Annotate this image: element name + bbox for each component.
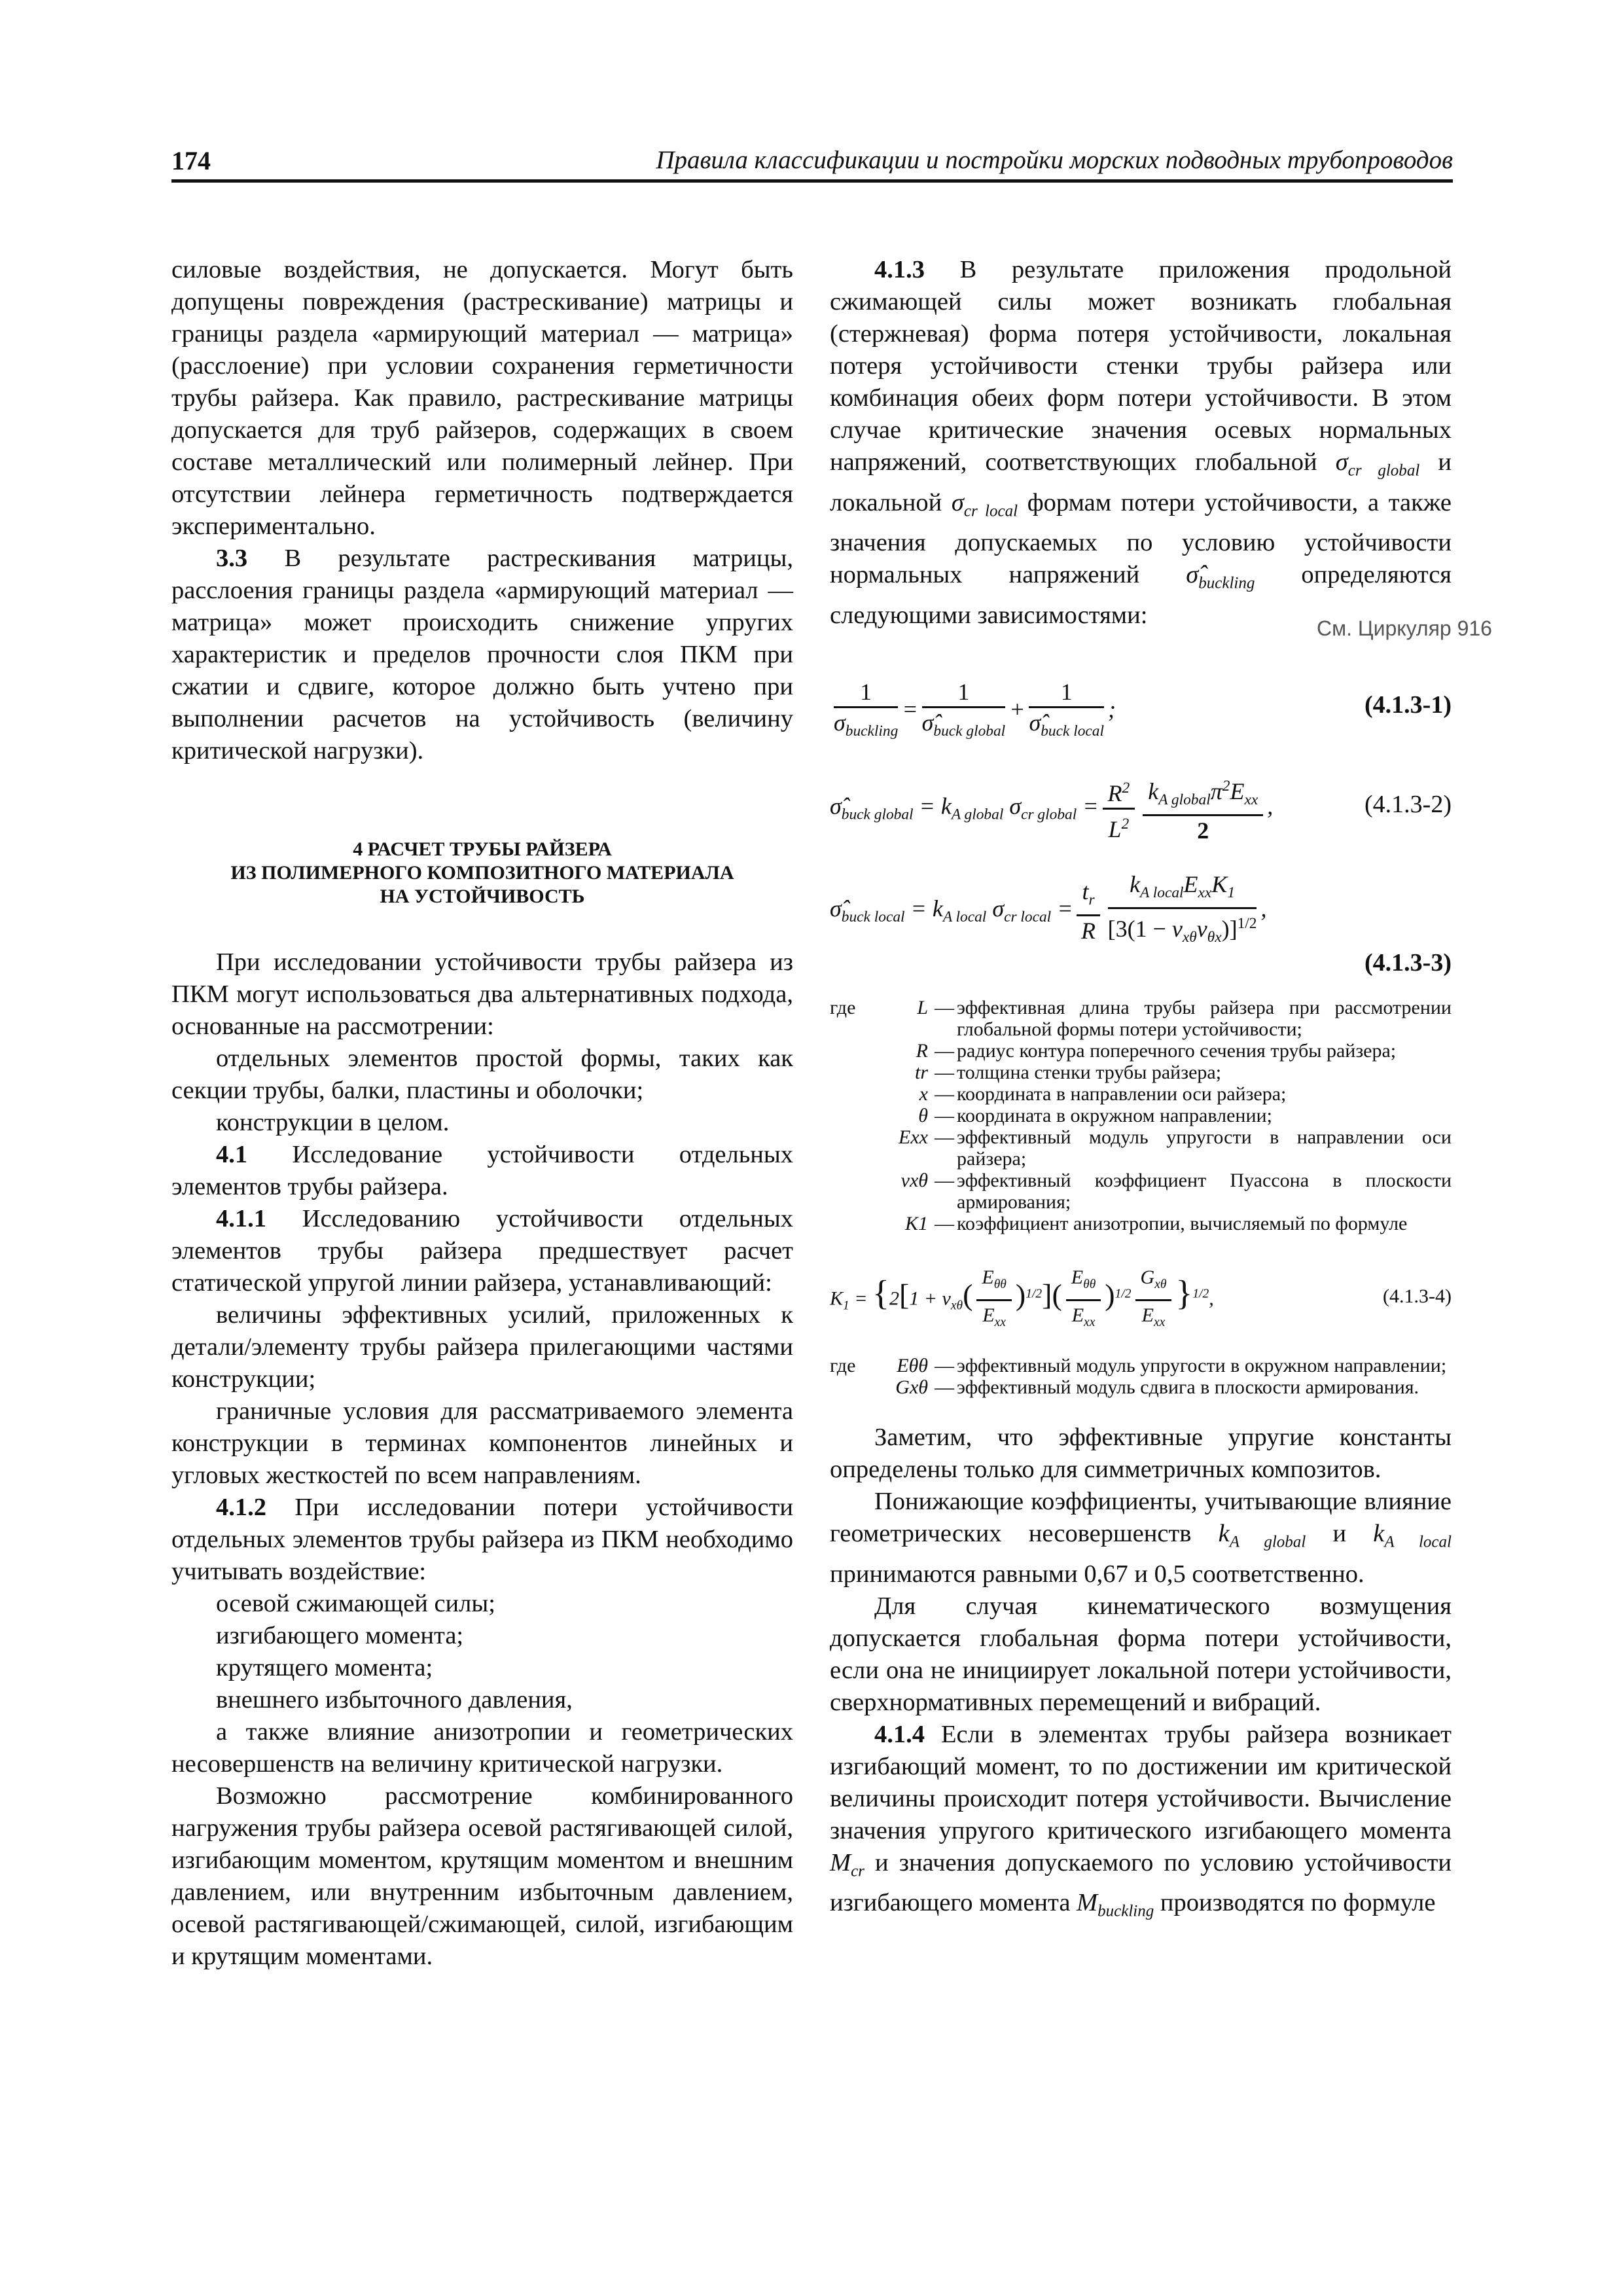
section-heading-line: ИЗ ПОЛИМЕРНОГО КОМПОЗИТНОГО МАТЕРИАЛА <box>230 862 734 884</box>
paragraph-text: определяются следующими зависимостями: <box>830 561 1452 630</box>
definition-row: где L — эффективная длина трубы райзера при рассмотрении глобальной формы потери устойчивости; <box>830 997 1452 1041</box>
definition-row: Gxθ — эффективный модуль сдвига в плоскости армирования. <box>830 1376 1452 1398</box>
clause-number: 4.1.1 <box>216 1205 266 1232</box>
formula-4-1-3-4: $K_1 = \{2[1 + \nu_{x\theta}$( $\frac{E_{\theta\theta}}{E_{xx}}$ )$^{1/2}$]( $\frac{E_{\theta\theta}}{E_{xx}}$ )$^{1/2}$ $\frac{G_{x\theta}}{E_{xx}}$ }$^{1/2}$, (4.1.3-4) <box>830 1261 1452 1333</box>
symbol-definitions <box>830 1355 1452 1398</box>
paragraph: а также влияние анизотропии и геометрических несовершенств на величину критической нагрузки. <box>171 1718 793 1778</box>
paragraph: При исследовании устойчивости трубы райзера из ПКМ могут использоваться два альтернативных подхода, основанные на рассмотрении: <box>171 948 793 1040</box>
paragraph: Возможно рассмотрение комбинированного нагружения трубы райзера осевой растягивающей силой, изгибающим моментом, крутящим моментом и внешним давлением, или внутренним избыточным давлением, осевой растягивающей/сжимающей, силой, изгибающим и крутящим моментами. <box>171 1782 793 1970</box>
definition-row: Exx — эффективный модуль упругости в направлении оси райзера; <box>830 1126 1452 1170</box>
clause-number: 4.1.2 <box>216 1494 266 1521</box>
subscript: cr global <box>1347 461 1420 480</box>
section-heading-line: НА УСТОЙЧИВОСТЬ <box>380 886 585 907</box>
paragraph-text: формам потери устойчивости, а также значения допускаемых по условию устойчивости нормальных напряжений <box>830 488 1452 589</box>
symbol: Eθθ <box>897 1355 928 1377</box>
paragraph: силовые воздействия, не допускается. Могут быть допущены повреждения (растрескивание) матрицы и границы раздела «армирующий материал — матрица» (расслоение) при условии сохранения герметичности трубы райзера. Как правило, растрескивание матрицы допускается для труб райзеров, содержащих в своем составе металлический или полимерный лейнер. При отсутствии лейнера герметичность подтверждается экспериментально. <box>171 256 793 540</box>
subscript: A global <box>1229 1533 1306 1551</box>
paragraph-text: производятся по формуле <box>1154 1889 1436 1917</box>
definition-text: координата в направлении оси райзера; <box>957 1083 1287 1105</box>
paragraph-text: В результате приложения продольной сжимающей силы может возникать глобальная (стержневая) форма потеря устойчивости, локальная потеря устойчивости стенки трубы райзера или комбинация обеих форм потери устойчивости. В этом случае критические значения осевых нормальных напряжений, соответствующих глобальной <box>830 256 1452 476</box>
definition-row: θ — координата в окружном направлении; <box>830 1105 1452 1126</box>
clause-number: 4.1 <box>216 1141 248 1168</box>
paragraph-text: Исследованию устойчивости отдельных элементов трубы райзера предшествует расчет статической упругой линии райзера, устанавливающий: <box>171 1205 793 1297</box>
formula-4-1-3-1: $\frac{1}{\sigma_{buckling}}$ = $\frac{1}{\sigmâ_{buck global}}$ + $\frac{1}{\sigmâ_{buck local}}$ ; (4.1.3-1) <box>834 679 1452 740</box>
paragraph: изгибающего момента; <box>216 1622 464 1649</box>
definition-row: x — координата в направлении оси райзера; <box>830 1083 1452 1105</box>
definition-text: эффективный модуль сдвига в плоскости армирования. <box>957 1376 1419 1399</box>
where-label: где <box>830 997 856 1019</box>
formula-number: (4.1.3-2) <box>1364 791 1452 819</box>
left-column <box>171 254 793 1973</box>
paragraph-text: и <box>1306 1520 1374 1548</box>
sigma-symbol: σ <box>1335 448 1348 476</box>
moment-symbol: M <box>1077 1889 1098 1917</box>
symbol: Exx <box>899 1126 928 1149</box>
clause-number: 3.3 <box>216 545 248 572</box>
paragraph <box>171 1139 793 1203</box>
paragraph-text: и локальной <box>830 448 1452 516</box>
section-heading-line: 4 РАСЧЕТ ТРУБЫ РАЙЗЕРА <box>353 838 612 860</box>
paragraph-text: принимаются равными 0,67 и 0,5 соответственно. <box>830 1560 1364 1588</box>
coefficient-symbol: k <box>1373 1520 1385 1548</box>
where-label: где <box>830 1355 856 1377</box>
moment-symbol: M <box>830 1848 851 1876</box>
paragraph-text: В результате растрескивания матрицы, расслоения границы раздела «армирующий материал — матрица» может происходить снижение упругих характеристик и пределов прочности слоя ПКМ при сжатии и сдвиге, которое должно быть учтено при выполнении расчетов на устойчивость (величину критической нагрузки). <box>171 545 793 764</box>
paragraph-text: Если в элементах трубы райзера возникает изгибающий момент, то по достижении им критической величины происходит потеря устойчивости. Вычисление значения упругого критического изгибающего момента <box>830 1720 1452 1844</box>
definition-row: R — радиус контура поперечного сечения трубы райзера; <box>830 1040 1452 1062</box>
formula-number: (4.1.3-1) <box>1364 691 1452 719</box>
symbol: νxθ <box>901 1170 928 1192</box>
definition-text: толщина стенки трубы райзера; <box>957 1062 1222 1084</box>
page-header <box>171 143 1453 182</box>
paragraph-text: При исследовании потери устойчивости отдельных элементов трубы райзера из ПКМ необходимо учитывать воздействие: <box>171 1494 793 1585</box>
circular-reference-note: См. Циркуляр 916 <box>1317 617 1492 640</box>
definition-row: где Eθθ — эффективный модуль упругости в окружном направлении; <box>830 1355 1452 1376</box>
definition-row: tr — толщина стенки трубы райзера; <box>830 1062 1452 1083</box>
subscript: cr local <box>963 502 1018 520</box>
subscript: buckling <box>1097 1903 1154 1921</box>
symbol: K1 <box>904 1213 928 1235</box>
formula-4-1-3-3: $\sigmâ_{buck local} = k_{A local}$ $\sigma_{cr local}$ = $\frac{t_r}{R}$ $\frac{k_{A local}E_{xx}K_1}{[3(1 - \nu_{x\theta}\nu_{\theta x})]^{1/2}}$ , (4.1.3-3) <box>830 870 1452 985</box>
definition-row: K1 — коэффициент анизотропии, вычисляемый по формуле <box>830 1213 1452 1234</box>
paragraph: крутящего момента; <box>216 1654 433 1681</box>
formula-number: (4.1.3-4) <box>1383 1285 1452 1308</box>
definition-text: коэффициент анизотропии, вычисляемый по формуле <box>957 1213 1408 1235</box>
subscript: cr <box>851 1862 865 1880</box>
paragraph <box>830 254 1452 632</box>
paragraph-text: и значения допускаемого по условию устойчивости изгибающего момента <box>830 1848 1452 1917</box>
sigma-symbol: σ <box>951 488 964 516</box>
definition-text: эффективный модуль упругости в направлении оси райзера; <box>957 1126 1452 1170</box>
paragraph <box>171 543 793 767</box>
coefficient-symbol: k <box>1218 1520 1230 1548</box>
definition-row: νxθ — эффективный коэффициент Пуассона в плоскости армирования; <box>830 1170 1452 1213</box>
definition-text: эффективный коэффициент Пуассона в плоскости армирования; <box>957 1170 1452 1213</box>
symbol: R <box>916 1040 928 1062</box>
paragraph: Для случая кинематического возмущения допускается глобальная форма потери устойчивости, если она не инициирует локальной потери устойчивости, сверхнормативных перемещений и вибраций. <box>830 1592 1452 1716</box>
paragraph <box>830 1486 1452 1590</box>
paragraph-text: Исследование устойчивости отдельных элементов трубы райзера. <box>171 1141 793 1200</box>
symbol-definitions <box>830 997 1452 1234</box>
paragraph: отдельных элементов простой формы, таких как секции трубы, балки, пластины и оболочки; <box>171 1045 793 1104</box>
header-rule <box>171 179 1453 183</box>
sigma-hat-symbol: σ̂ <box>1186 561 1199 589</box>
paragraph-text: Понижающие коэффициенты, учитывающие влияние геометрических несовершенств <box>830 1488 1452 1548</box>
definition-text: эффективный модуль упругости в окружном направлении; <box>957 1355 1447 1377</box>
symbol: tr <box>914 1062 928 1084</box>
symbol: x <box>919 1083 928 1105</box>
paragraph <box>171 1492 793 1588</box>
symbol: L <box>917 997 928 1019</box>
subscript: buckling <box>1198 575 1255 593</box>
definition-text: радиус контура поперечного сечения трубы райзера; <box>957 1040 1397 1062</box>
paragraph <box>171 1203 793 1299</box>
paragraph: граничные условия для рассматриваемого элемента конструкции в терминах компонентов линейных и угловых жесткостей по всем направлениям. <box>171 1397 793 1489</box>
paragraph: величины эффективных усилий, приложенных к детали/элементу трубы райзера прилегающими частями конструкции; <box>171 1301 793 1393</box>
page-number: 174 <box>171 146 211 175</box>
symbol: θ <box>918 1105 928 1127</box>
right-column <box>830 254 1452 1928</box>
paragraph: конструкции в целом. <box>216 1109 450 1136</box>
clause-number: 4.1.3 <box>874 256 925 283</box>
paragraph: осевой сжимающей силы; <box>216 1590 495 1617</box>
definition-text: координата в окружном направлении; <box>957 1105 1272 1127</box>
paragraph: внешнего избыточного давления, <box>216 1686 573 1713</box>
paragraph <box>830 1719 1452 1928</box>
formula-4-1-3-2: $\sigmâ_{buck global} = k_{A global}$ $\sigma_{cr global}$ = $\frac{R^2}{L^2}$ $\frac{k_{A global}\pi^2E_{xx}}{2}$ , (4.1.3-2) <box>830 772 1452 840</box>
symbol: Gxθ <box>895 1376 928 1399</box>
clause-number: 4.1.4 <box>874 1720 925 1748</box>
definition-text: эффективная длина трубы райзера при рассмотрении глобальной формы потери устойчивости; <box>957 997 1452 1041</box>
formula-number: (4.1.3-3) <box>1364 949 1452 977</box>
subscript: A local <box>1384 1533 1452 1551</box>
running-title: Правила классификации и постройки морских подводных трубопроводов <box>656 146 1453 174</box>
paragraph: Заметим, что эффективные упругие константы определены только для симметричных композитов. <box>830 1424 1452 1484</box>
